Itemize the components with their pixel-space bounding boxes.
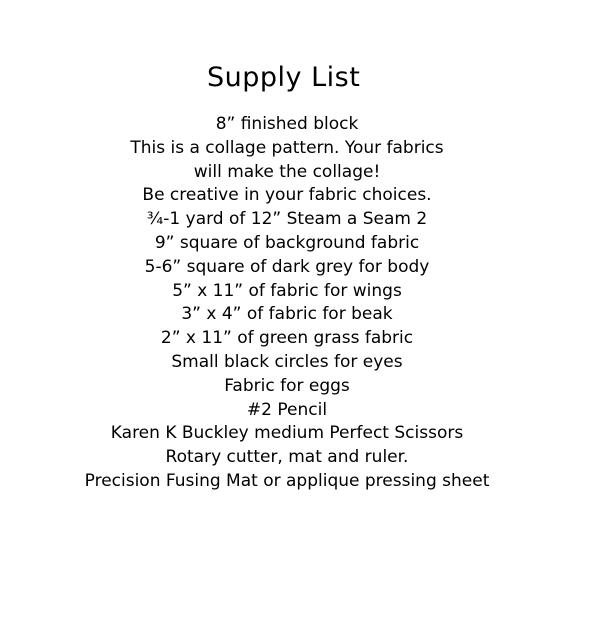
line-eyes: Small black circles for eyes [171,351,403,372]
line-pencil: #2 Pencil [246,399,328,420]
line-grass-fabric: 2” x 11” of green grass fabric [160,328,414,349]
line-beak-fabric: 3” x 4” of fabric for beak [181,304,393,325]
line-fusing-mat: Precision Fusing Mat or applique pressing sheet [84,470,490,491]
line-scissors: Karen K Buckley medium Perfect Scissors [110,423,464,444]
line-background-fabric: 9” square of background fabric [154,232,420,253]
line-body-fabric: 5-6” square of dark grey for body [144,256,430,277]
line-be-creative: Be creative in your fabric choices. [142,185,432,206]
line-eggs: Fabric for eggs [224,375,350,396]
line-rotary-cutter: Rotary cutter, mat and ruler. [165,447,409,468]
page-title: Supply List [207,62,361,93]
supply-items-list [0,113,574,494]
line-collage-intro-cont: will make the collage! [193,161,381,182]
line-collage-intro: This is a collage pattern. Your fabrics [130,137,444,158]
line-finished-block: 8” finished block [215,114,359,134]
line-wings-fabric: 5” x 11” of fabric for wings [172,280,402,301]
line-steam-a-seam: ¾-1 yard of 12” Steam a Seam 2 [146,209,428,230]
